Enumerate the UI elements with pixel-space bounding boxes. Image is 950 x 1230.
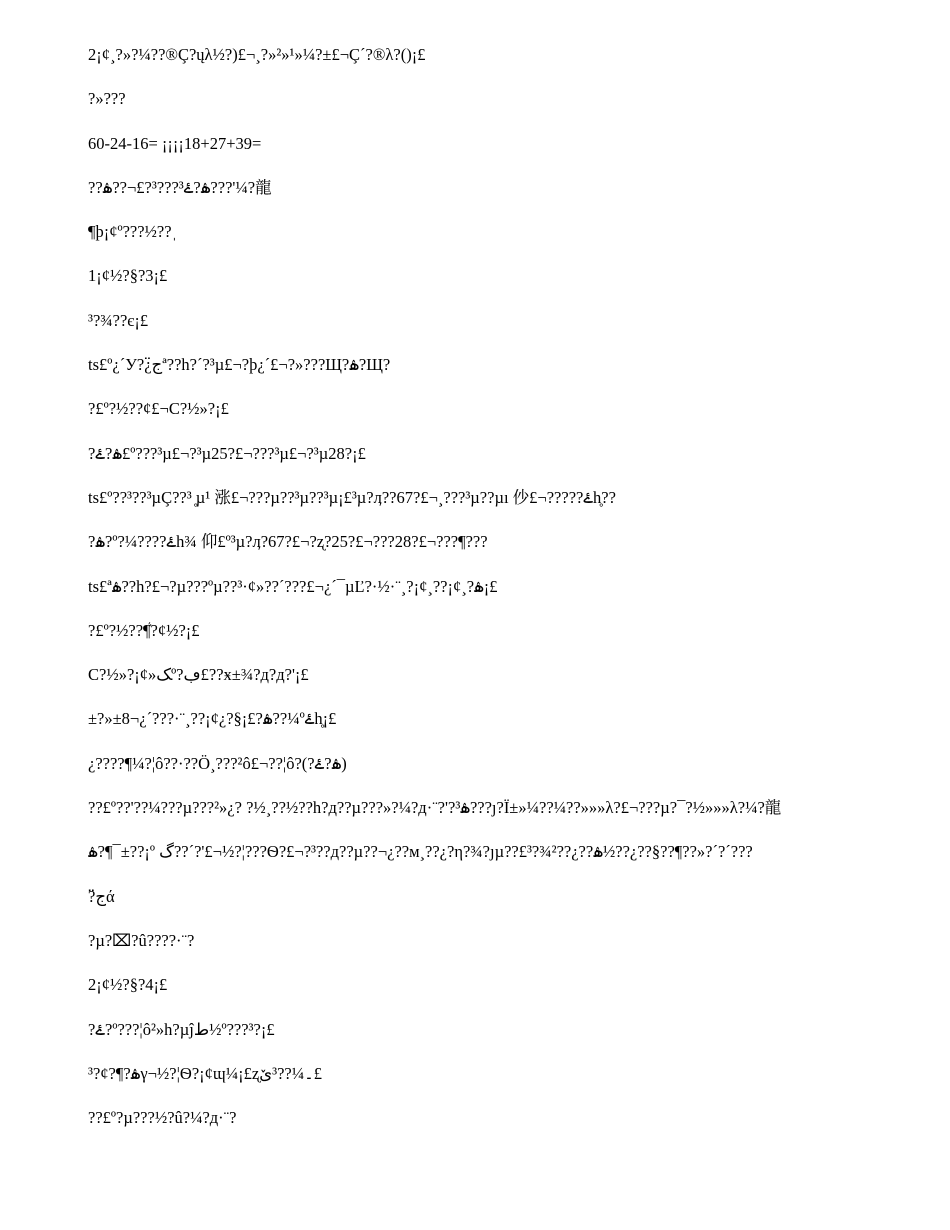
text-line: ??£º?µ???½?û?¼?д·¨?	[88, 1108, 237, 1128]
text-line: 2¡¢½?§?4¡£	[88, 975, 168, 995]
text-line: ??£º??'??¼???µ???²»¿? ?½¸??½??h?д??µ???»?¼?д·¨?'?ۿ³???ȷ?Ï±»¼??¼??»»»λ?£¬???µ?¯?½»»»λ?¼?龍	[88, 798, 782, 818]
text-line: ³?¾??є¡£	[88, 310, 149, 330]
text-line: ts£º??³??³µÇ??³ ̥µ¹ 涨£¬???µ??³µ??³µ¡£³µ?ӆ??67?£¬¸???³µ??µı 仯£¬?????ۓh̥??	[88, 487, 616, 507]
text-line: ?ۿ?ۓ£º???³µ£¬?³µ25?£¬???³µ£¬?³µ28?¡£	[88, 443, 366, 463]
text-line: ?ۿ?º?¼????ۓh¾ 仰£º³µ?ӆ?67?£¬?ʐ?25?£¬???28?£¬???¶???	[88, 532, 488, 552]
text-line: 2¡¢¸?»?¼??®Ç?ųλ½?)£¬¸?»²»¹»¼?±£¬Ç´?®λ?()¡£	[88, 45, 426, 64]
garbled-text-body	[88, 44, 928, 1151]
text-line: ?£º?½??¢£¬С?½»?¡£	[88, 399, 229, 419]
text-line: ۿ?¶¯±??¡º گ??´?'£¬½?¦???Ѳ?£¬?³??д??µ??¬¿??м¸??¿?η?¾?ȷµ??£³?¾ۿ??¿??²½??¿??§??¶??»?´?´???	[88, 842, 753, 862]
text-line: ??ۿ?ۓ³???³?£¬??ۿ???'¼?龍	[88, 177, 272, 197]
text-line: ?ۓ?º???¦ô²»h?µĵط½º???³?¡£	[88, 1019, 275, 1039]
text-line: С?½»?¡¢»ﮏº?ڢ£??ӿ±¾?д?д?'¡£	[88, 665, 309, 685]
text-line: ts£ªۿ??h?£¬?µ???ºµ??³·¢»??´???£¬¿´¯µĽ?·½·¨¸?¡¢¸??¡¢¸?ۿ¡£	[88, 576, 498, 596]
text-line: ?£º?½??ܵ¶?¢½?¡£	[88, 620, 200, 640]
text-line: ۿ?¶?¢?³γ¬½?¦Ѳ?¡¢ɰ¼¡£ʐ۔¼??³ێ£	[88, 1063, 323, 1083]
text-line: ?µ?⌧?û????·¨?	[88, 930, 195, 950]
text-line: ±?»±8¬¿´???·¨¸??¡¢¿?§¡£?ۿ??¼ºۓh̥¡£	[88, 709, 337, 729]
text-line: ts£º¿´У?¿ج̈ª??h?´?³µ£¬?þ¿´£¬?»???Щ?ۿ?Щ?	[88, 355, 391, 375]
text-line: ¿????¶¼?¦ô??·??Ö¸???²ô£¬??¦ô?(?ۿ?ۓ)	[88, 753, 347, 773]
text-line: 60-24-16= ¡¡¡¡18+27+39=	[88, 133, 262, 153]
text-line: ?»???	[88, 89, 126, 109]
text-line: 1¡¢½?§?3¡£	[88, 266, 168, 286]
text-line: ¶þ¡¢º???½??ˌ	[88, 222, 178, 242]
text-line: ?ج̈ά	[88, 886, 115, 906]
